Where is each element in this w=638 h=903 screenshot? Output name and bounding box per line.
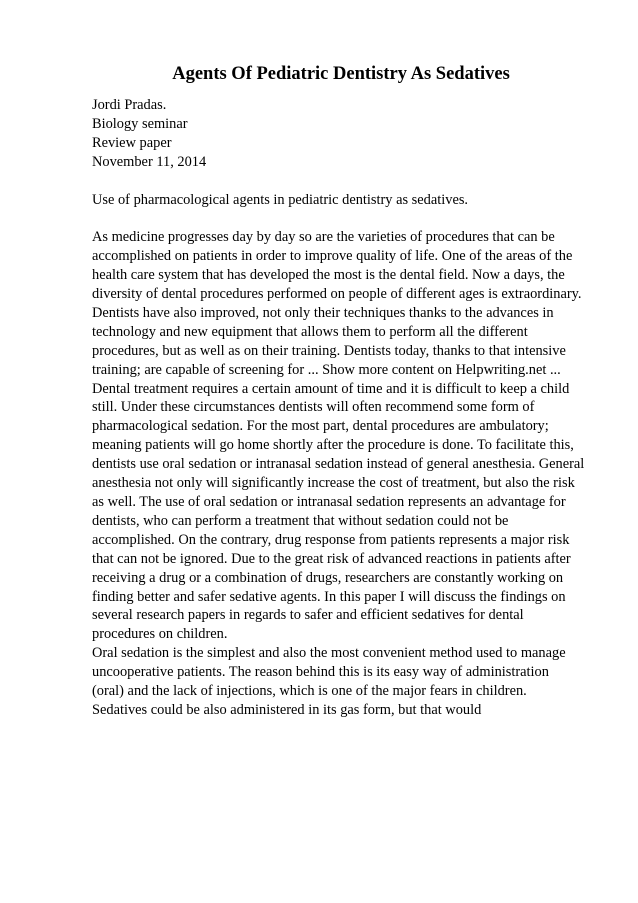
body-line: (oral) and the lack of injections, which is one of the major fears in children. xyxy=(92,683,527,700)
body-line: Oral sedation is the simplest and also the most convenient method used to manage xyxy=(92,645,566,662)
paragraph-gap xyxy=(92,209,602,228)
body-line: several research papers in regards to safer and efficient sedatives for dental xyxy=(92,607,524,624)
document-content xyxy=(92,96,602,720)
body-line: finding better and safer sedative agents. In this paper I will discuss the findings on xyxy=(92,588,566,605)
course-line: Biology seminar xyxy=(92,115,188,132)
body-line: procedures, but as well as on their training. Dentists today, thanks to that intensive xyxy=(92,342,566,359)
body-line: As medicine progresses day by day so are the varieties of procedures that can be xyxy=(92,229,555,246)
body-line: accomplished. On the contrary, drug response from patients represents a major risk xyxy=(92,531,570,548)
body-line: diversity of dental procedures performed on people of different ages is extraordinary. xyxy=(92,286,582,303)
intro-line: Use of pharmacological agents in pediatric dentistry as sedatives. xyxy=(92,191,469,208)
header-block xyxy=(92,96,602,172)
body-line: meaning patients will go home shortly after the procedure is done. To facilitate this, xyxy=(92,437,574,454)
body-line: as well. The use of oral sedation or intranasal sedation represents an advantage for xyxy=(92,494,566,510)
body-line: Dental treatment requires a certain amount of time and it is difficult to keep a child xyxy=(92,380,570,397)
body-line: receiving a drug or a combination of drugs, researchers are constantly working on xyxy=(92,569,564,586)
body-text xyxy=(92,228,602,720)
date-line: November 11, 2014 xyxy=(92,153,207,170)
body-line: technology and new equipment that allows them to perform all the different xyxy=(92,323,528,340)
body-line: uncooperative patients. The reason behind this is its easy way of administration xyxy=(92,664,549,681)
body-line: that can not be ignored. Due to the great risk of advanced reactions in patients after xyxy=(92,550,571,567)
body-line: accomplished on patients in order to improve quality of life. One of the areas of the xyxy=(92,248,573,265)
body-line: training; are capable of screening for ... Show more content on Helpwriting.net ... xyxy=(92,361,561,378)
body-line: dentists, who can perform a treatment that without sedation could not be xyxy=(92,512,509,529)
paragraph-gap xyxy=(92,172,602,191)
body-line: still. Under these circumstances dentists will often recommend some form of xyxy=(92,399,535,416)
document-title: Agents Of Pediatric Dentistry As Sedatives xyxy=(172,64,510,84)
body-line: health care system that has developed the most is the dental field. Now a days, the xyxy=(92,267,565,284)
paper-type-line: Review paper xyxy=(92,134,172,151)
body-line: Dentists have also improved, not only their techniques thanks to the advances in xyxy=(92,304,554,321)
author-line: Jordi Pradas. xyxy=(92,97,167,113)
body-line: procedures on children. xyxy=(92,626,228,643)
body-line: anesthesia not only will significantly increase the cost of treatment, but also the risk xyxy=(92,475,575,492)
body-line: pharmacological sedation. For the most part, dental procedures are ambulatory; xyxy=(92,418,549,435)
body-line: Sedatives could be also administered in its gas form, but that would xyxy=(92,701,482,718)
body-line: dentists use oral sedation or intranasal sedation instead of general anesthesia. General xyxy=(92,456,585,473)
